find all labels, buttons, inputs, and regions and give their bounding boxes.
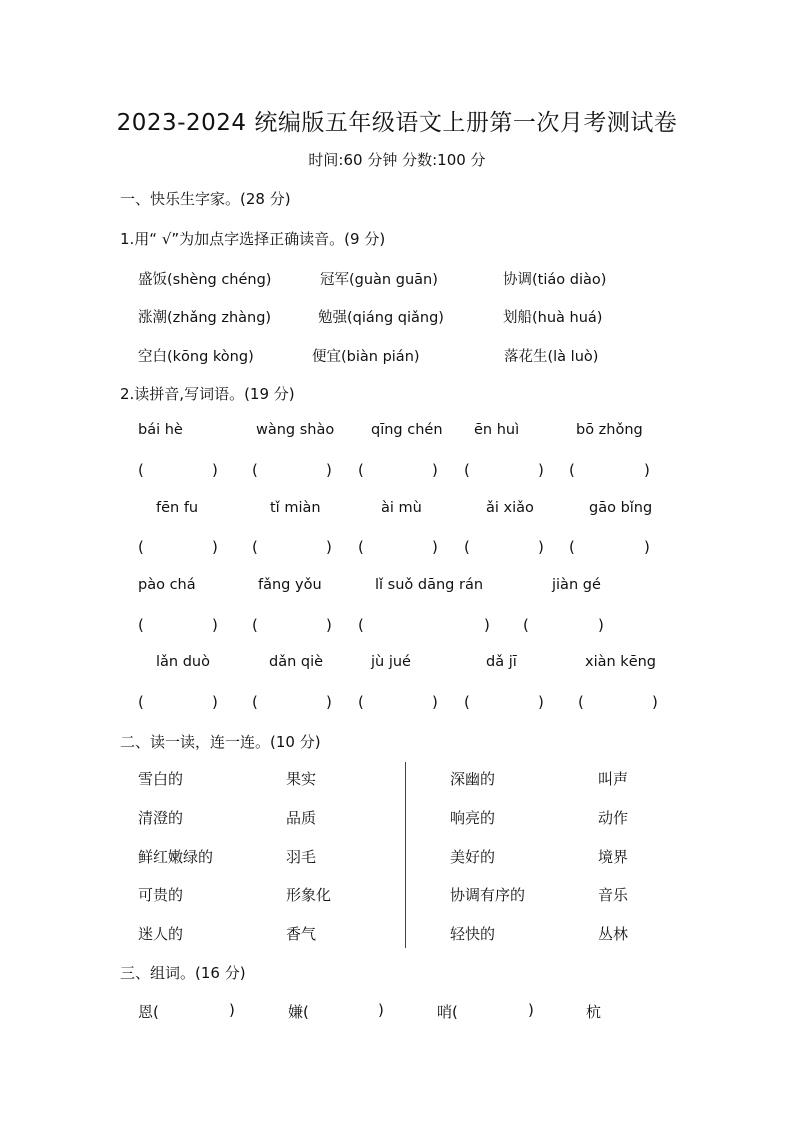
match-right-noun[interactable]: 叫声 — [598, 770, 629, 788]
answer-blank-close: ) — [326, 461, 332, 479]
q1-prompt: 1.用“ √”为加点字选择正确读音。(9 分) — [120, 230, 386, 248]
match-left-noun[interactable]: 品质 — [286, 809, 317, 827]
word-group-close: ) — [528, 1001, 534, 1019]
pinyin-item: bō zhǒng — [576, 422, 643, 438]
pinyin-item: fēn fu — [156, 500, 199, 516]
answer-blank-open[interactable]: ( — [138, 461, 144, 479]
match-right-noun[interactable]: 音乐 — [598, 886, 629, 904]
answer-blank-open[interactable]: ( — [252, 616, 258, 634]
answer-blank-close: ) — [432, 538, 438, 556]
answer-blank-open[interactable]: ( — [464, 461, 470, 479]
word-group-item[interactable]: 恩( — [138, 1003, 159, 1021]
pinyin-item: dǎ jī — [486, 654, 517, 670]
answer-blank-open[interactable]: ( — [252, 461, 258, 479]
answer-blank-open[interactable]: ( — [252, 538, 258, 556]
answer-blank-open[interactable]: ( — [358, 616, 364, 634]
answer-blank-open[interactable]: ( — [569, 538, 575, 556]
answer-blank-close: ) — [538, 461, 544, 479]
pinyin-item: jù jué — [371, 654, 411, 670]
answer-blank-open[interactable]: ( — [138, 693, 144, 711]
q1-item: 协调(tiáo diào) — [503, 272, 607, 288]
q1-item: 涨潮(zhǎng zhàng) — [138, 310, 272, 326]
answer-blank-close: ) — [538, 693, 544, 711]
section-3-heading: 三、组词。(16 分) — [120, 964, 246, 982]
pinyin-item: xiàn kēng — [585, 654, 657, 670]
pinyin-item: fǎng yǒu — [258, 577, 322, 593]
pinyin-item: qīng chén — [371, 422, 443, 438]
pinyin-item: ēn huì — [474, 422, 520, 438]
answer-blank-open[interactable]: ( — [578, 693, 584, 711]
match-left-word[interactable]: 可贵的 — [138, 886, 184, 904]
section-1-heading: 一、快乐生字家。(28 分) — [120, 190, 291, 208]
answer-blank-open[interactable]: ( — [358, 461, 364, 479]
match-left-noun[interactable]: 香气 — [286, 925, 317, 943]
page-title: 2023-2024 统编版五年级语文上册第一次月考测试卷 — [116, 110, 678, 136]
match-right-word[interactable]: 美好的 — [450, 848, 496, 866]
q1-item: 划船(huà huá) — [503, 310, 603, 326]
section-2-heading: 二、读一读，连一连。(10 分) — [120, 733, 321, 751]
column-divider — [405, 762, 406, 948]
answer-blank-close: ) — [212, 693, 218, 711]
match-right-word[interactable]: 深幽的 — [450, 770, 496, 788]
match-right-noun[interactable]: 境界 — [598, 848, 629, 866]
answer-blank-open[interactable]: ( — [464, 538, 470, 556]
match-right-noun[interactable]: 动作 — [598, 809, 629, 827]
word-group-item[interactable]: 哨( — [437, 1003, 458, 1021]
pinyin-item: wàng shào — [256, 422, 335, 438]
match-left-word[interactable]: 迷人的 — [138, 925, 184, 943]
answer-blank-open[interactable]: ( — [138, 616, 144, 634]
pinyin-item: tǐ miàn — [270, 500, 321, 516]
match-right-word[interactable]: 协调有序的 — [450, 886, 526, 904]
match-left-word[interactable]: 鲜红嫩绿的 — [138, 848, 214, 866]
q1-item: 落花生(là luò) — [504, 349, 599, 365]
answer-blank-open[interactable]: ( — [464, 693, 470, 711]
answer-blank-open[interactable]: ( — [358, 693, 364, 711]
pinyin-item: gāo bǐng — [589, 500, 653, 516]
q1-item: 便宜(biàn pián) — [312, 349, 420, 365]
answer-blank-close: ) — [644, 538, 650, 556]
q1-item: 冠军(guàn guān) — [320, 272, 438, 288]
match-left-noun[interactable]: 形象化 — [286, 886, 332, 904]
pinyin-item: dǎn qiè — [269, 654, 324, 670]
answer-blank-open[interactable]: ( — [138, 538, 144, 556]
match-right-word[interactable]: 轻快的 — [450, 925, 496, 943]
pinyin-item: lǐ suǒ dāng rán — [375, 577, 484, 593]
match-left-noun[interactable]: 果实 — [286, 770, 317, 788]
answer-blank-close: ) — [432, 693, 438, 711]
pinyin-item: pào chá — [138, 577, 196, 593]
word-group-item[interactable]: 嫌( — [288, 1003, 309, 1021]
match-left-noun[interactable]: 羽毛 — [286, 848, 317, 866]
q2-prompt: 2.读拼音,写词语。(19 分) — [120, 385, 295, 403]
pinyin-item: ài mù — [381, 500, 422, 516]
answer-blank-close: ) — [326, 538, 332, 556]
answer-blank-open[interactable]: ( — [252, 693, 258, 711]
answer-blank-close: ) — [432, 461, 438, 479]
word-group-item[interactable]: 杭 — [586, 1003, 602, 1021]
answer-blank-open[interactable]: ( — [523, 616, 529, 634]
answer-blank-open[interactable]: ( — [569, 461, 575, 479]
q1-item: 盛饭(shèng chéng) — [138, 272, 272, 288]
answer-blank-close: ) — [212, 538, 218, 556]
answer-blank-close: ) — [326, 616, 332, 634]
match-right-noun[interactable]: 丛林 — [598, 925, 629, 943]
answer-blank-close: ) — [326, 693, 332, 711]
answer-blank-close: ) — [484, 616, 490, 634]
pinyin-item: lǎn duò — [156, 654, 210, 670]
match-left-word[interactable]: 清澄的 — [138, 809, 184, 827]
answer-blank-open[interactable]: ( — [358, 538, 364, 556]
answer-blank-close: ) — [212, 461, 218, 479]
answer-blank-close: ) — [538, 538, 544, 556]
pinyin-item: ǎi xiǎo — [486, 500, 534, 516]
q1-item: 勉强(qiáng qiǎng) — [318, 310, 444, 326]
answer-blank-close: ) — [598, 616, 604, 634]
answer-blank-close: ) — [212, 616, 218, 634]
word-group-close: ) — [378, 1001, 384, 1019]
exam-info: 时间:60 分钟 分数:100 分 — [308, 151, 486, 169]
answer-blank-close: ) — [652, 693, 658, 711]
answer-blank-close: ) — [644, 461, 650, 479]
pinyin-item: bái hè — [138, 422, 183, 438]
match-left-word[interactable]: 雪白的 — [138, 770, 184, 788]
word-group-close: ) — [229, 1001, 235, 1019]
q1-item: 空白(kōng kòng) — [138, 349, 254, 365]
pinyin-item: jiàn gé — [552, 577, 601, 593]
match-right-word[interactable]: 响亮的 — [450, 809, 496, 827]
